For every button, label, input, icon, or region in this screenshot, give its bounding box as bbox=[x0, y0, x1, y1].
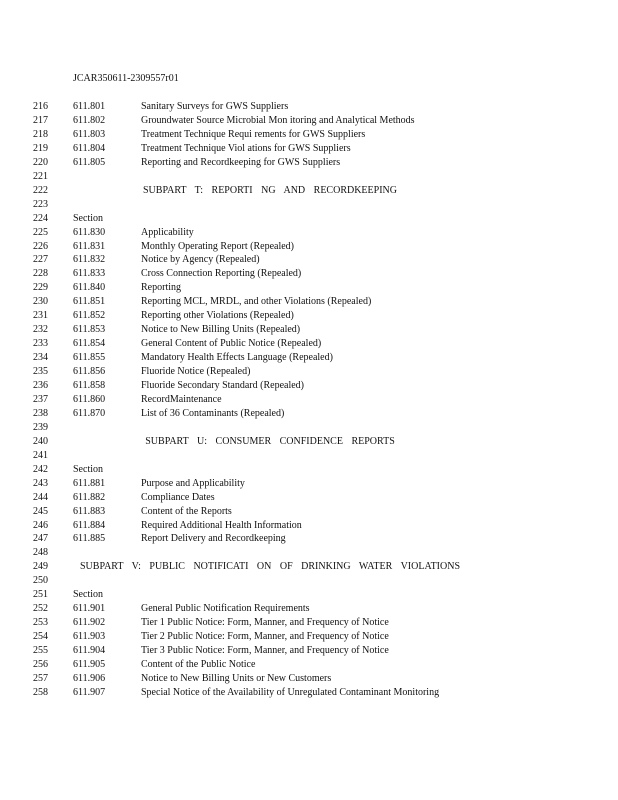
line-number: 239 bbox=[33, 421, 48, 433]
line-number: 245 bbox=[33, 505, 48, 517]
document-line bbox=[0, 575, 618, 589]
section-number: 611.901 bbox=[73, 603, 106, 615]
line-number: 233 bbox=[33, 338, 48, 350]
section-number: 611.840 bbox=[73, 282, 106, 294]
line-number: 243 bbox=[33, 477, 48, 489]
section-number: 611.881 bbox=[73, 477, 106, 489]
section-number: 611.902 bbox=[73, 617, 106, 629]
line-number: 223 bbox=[33, 198, 48, 210]
document-line bbox=[0, 422, 618, 436]
document-line bbox=[0, 380, 618, 394]
document-line bbox=[0, 645, 618, 659]
section-title: Content of the Reports bbox=[141, 505, 232, 517]
section-number: 611.860 bbox=[73, 393, 106, 405]
line-number: 226 bbox=[33, 240, 48, 252]
line-number: 257 bbox=[33, 672, 48, 684]
section-title: Sanitary Surveys for GWS Suppliers bbox=[141, 101, 289, 112]
subpart-heading: SUBPART V: PUBLIC NOTIFICATI ON OF DRINKING WATER VIOLATIONS bbox=[79, 561, 461, 573]
section-title: Notice to New Billing Units (Repealed) bbox=[141, 324, 301, 336]
subpart-heading: SUBPART T: REPORTI NG AND RECORDKEEPING bbox=[143, 184, 397, 196]
section-number: 611.802 bbox=[73, 114, 106, 126]
line-number: 221 bbox=[33, 170, 48, 182]
document-line bbox=[0, 199, 618, 213]
section-number: 611.855 bbox=[73, 352, 106, 364]
line-number: 234 bbox=[33, 352, 48, 364]
document-line bbox=[0, 617, 618, 631]
line-number: 217 bbox=[33, 114, 48, 126]
document-line bbox=[0, 352, 618, 366]
section-title: List of 36 Contaminants (Repealed) bbox=[141, 407, 285, 419]
line-number: 222 bbox=[33, 184, 48, 196]
line-number: 242 bbox=[33, 463, 48, 475]
line-number: 256 bbox=[33, 659, 48, 670]
document-line bbox=[0, 506, 618, 520]
section-number: 611.851 bbox=[73, 296, 106, 308]
section-label: Section bbox=[73, 589, 103, 601]
section-title: Reporting bbox=[141, 282, 181, 294]
section-title: Fluoride Secondary Standard (Repealed) bbox=[141, 380, 305, 391]
section-title: Compliance Dates bbox=[141, 491, 215, 503]
line-number: 230 bbox=[33, 296, 48, 308]
document-line bbox=[0, 268, 618, 282]
line-number: 255 bbox=[33, 645, 48, 657]
document-line bbox=[0, 101, 618, 115]
line-number: 241 bbox=[33, 449, 48, 461]
line-number: 231 bbox=[33, 310, 48, 322]
document-line bbox=[0, 296, 618, 310]
document-line bbox=[0, 129, 618, 143]
document-line bbox=[0, 561, 618, 575]
document-line bbox=[0, 282, 618, 296]
document-line bbox=[0, 115, 618, 129]
line-number: 225 bbox=[33, 226, 48, 238]
section-title: Mandatory Health Effects Language (Repealed) bbox=[141, 352, 333, 364]
line-number: 236 bbox=[33, 380, 48, 391]
line-number: 218 bbox=[33, 128, 48, 140]
section-title: Content of the Public Notice bbox=[141, 659, 256, 670]
document-line bbox=[0, 687, 618, 701]
line-number: 240 bbox=[33, 435, 48, 447]
section-number: 611.833 bbox=[73, 268, 106, 280]
line-number: 250 bbox=[33, 575, 48, 587]
section-title: Special Notice of the Availability of Unregulated Contaminant Monitoring bbox=[141, 686, 440, 698]
document-line bbox=[0, 659, 618, 673]
section-title: Applicability bbox=[141, 226, 194, 238]
document-line bbox=[0, 436, 618, 450]
document-line bbox=[0, 478, 618, 492]
section-number: 611.870 bbox=[73, 407, 106, 419]
document-line bbox=[0, 227, 618, 241]
line-number: 227 bbox=[33, 254, 48, 266]
section-label: Section bbox=[73, 212, 103, 224]
document-line bbox=[0, 338, 618, 352]
section-number: 611.903 bbox=[73, 631, 106, 643]
line-number: 235 bbox=[33, 366, 48, 378]
document-line bbox=[0, 324, 618, 338]
line-number: 244 bbox=[33, 491, 48, 503]
section-title: Notice by Agency (Repealed) bbox=[141, 254, 260, 266]
section-title: Reporting MCL, MRDL, and other Violations (Repealed) bbox=[141, 296, 372, 308]
section-number: 611.853 bbox=[73, 324, 106, 336]
section-title: Reporting other Violations (Repealed) bbox=[141, 310, 294, 322]
line-number: 249 bbox=[33, 561, 48, 573]
document-line bbox=[0, 673, 618, 687]
section-number: 611.856 bbox=[73, 366, 106, 378]
line-number: 229 bbox=[33, 282, 48, 294]
section-number: 611.832 bbox=[73, 254, 106, 266]
document-line bbox=[0, 450, 618, 464]
document-line bbox=[0, 492, 618, 506]
line-number: 246 bbox=[33, 519, 48, 531]
section-title: Cross Connection Reporting (Repealed) bbox=[141, 268, 302, 280]
line-number: 251 bbox=[33, 589, 48, 601]
section-title: Treatment Technique Requi rements for GWS Suppliers bbox=[141, 128, 366, 140]
document-line bbox=[0, 631, 618, 645]
section-title: Fluoride Notice (Repealed) bbox=[141, 366, 251, 378]
line-number: 237 bbox=[33, 393, 48, 405]
document-line bbox=[0, 547, 618, 561]
document-line bbox=[0, 143, 618, 157]
document-line bbox=[0, 157, 618, 171]
section-title: Tier 2 Public Notice: Form, Manner, and Frequency of Notice bbox=[141, 631, 389, 643]
line-number: 254 bbox=[33, 631, 48, 643]
document-id: JCAR350611-2309557r01 bbox=[73, 73, 179, 84]
line-number: 253 bbox=[33, 617, 48, 629]
section-number: 611.907 bbox=[73, 686, 106, 698]
section-number: 611.882 bbox=[73, 491, 106, 503]
section-title: Required Additional Health Information bbox=[141, 519, 302, 531]
section-number: 611.831 bbox=[73, 240, 106, 252]
line-number: 232 bbox=[33, 324, 48, 336]
document-line bbox=[0, 394, 618, 408]
section-number: 611.854 bbox=[73, 338, 106, 350]
line-number: 258 bbox=[33, 686, 48, 698]
document-line bbox=[0, 464, 618, 478]
section-title: General Content of Public Notice (Repealed) bbox=[141, 338, 322, 350]
section-title: Treatment Technique Viol ations for GWS Suppliers bbox=[141, 142, 351, 154]
line-number: 252 bbox=[33, 603, 48, 615]
line-number: 247 bbox=[33, 533, 48, 545]
document-line bbox=[0, 310, 618, 324]
section-number: 611.801 bbox=[73, 101, 106, 112]
section-title: Purpose and Applicability bbox=[141, 477, 245, 489]
line-number: 228 bbox=[33, 268, 48, 280]
document-line bbox=[0, 533, 618, 547]
section-title: Tier 1 Public Notice: Form, Manner, and Frequency of Notice bbox=[141, 617, 389, 629]
section-title: Reporting and Recordkeeping for GWS Suppliers bbox=[141, 156, 341, 168]
line-number: 238 bbox=[33, 407, 48, 419]
section-number: 611.885 bbox=[73, 533, 106, 545]
section-title: Report Delivery and Recordkeeping bbox=[141, 533, 286, 545]
document-line bbox=[0, 366, 618, 380]
document-line bbox=[0, 185, 618, 199]
document-line bbox=[0, 213, 618, 227]
line-number: 216 bbox=[33, 101, 48, 112]
section-title: Tier 3 Public Notice: Form, Manner, and Frequency of Notice bbox=[141, 645, 389, 657]
section-number: 611.884 bbox=[73, 519, 106, 531]
section-number: 611.858 bbox=[73, 380, 106, 391]
document-line bbox=[0, 408, 618, 422]
document-line bbox=[0, 171, 618, 185]
section-label: Section bbox=[73, 463, 103, 475]
section-number: 611.830 bbox=[73, 226, 106, 238]
line-number: 248 bbox=[33, 547, 48, 559]
section-number: 611.906 bbox=[73, 672, 106, 684]
section-number: 611.883 bbox=[73, 505, 106, 517]
section-title: RecordMaintenance bbox=[141, 393, 222, 405]
subpart-heading: SUBPART U: CONSUMER CONFIDENCE REPORTS bbox=[145, 435, 395, 447]
section-number: 611.852 bbox=[73, 310, 106, 322]
section-title: Notice to New Billing Units or New Customers bbox=[141, 672, 332, 684]
section-number: 611.905 bbox=[73, 659, 106, 670]
section-number: 611.804 bbox=[73, 142, 106, 154]
line-number: 224 bbox=[33, 212, 48, 224]
section-number: 611.904 bbox=[73, 645, 106, 657]
document-line bbox=[0, 254, 618, 268]
document-line bbox=[0, 520, 618, 534]
section-number: 611.805 bbox=[73, 156, 106, 168]
section-number: 611.803 bbox=[73, 128, 106, 140]
document-line bbox=[0, 241, 618, 255]
line-number: 220 bbox=[33, 156, 48, 168]
section-title: Groundwater Source Microbial Mon itoring and Analytical Methods bbox=[141, 114, 415, 126]
section-title: Monthly Operating Report (Repealed) bbox=[141, 240, 295, 252]
line-number: 219 bbox=[33, 142, 48, 154]
document-line bbox=[0, 603, 618, 617]
section-title: General Public Notification Requirements bbox=[141, 603, 310, 615]
document-line bbox=[0, 589, 618, 603]
